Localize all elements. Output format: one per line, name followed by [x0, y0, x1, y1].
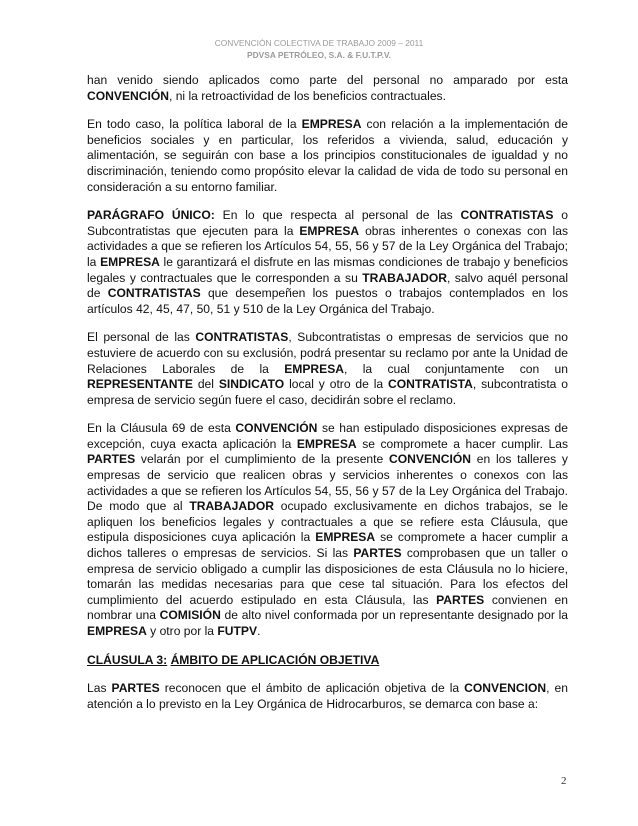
text-run: se compromete a hacer cumplir a dichos talleres o empresas de servicios. Si las — [87, 530, 568, 561]
text-run: y otro por la — [146, 624, 218, 638]
text-run: En lo que respecta al personal de las — [214, 208, 461, 223]
text-run: comprobasen que un taller o empresa de servicio obligado a cumplir las disposiciones de esta Cláusula no lo hiciere, tomarán las medidas necesarias para que cese tal situación. Para los efectos del cumplimiento del acuerdo estipulado en esta Cláusula, las — [87, 546, 568, 607]
text-run: que desempeñen los puestos o trabajos contemplados en los artículos 42, 45, 47, 50, 51 y 510 de la Ley Orgánica del Trabajo. — [87, 286, 569, 316]
text-run: , subcontratista o empresa de servicio según fuere el caso, decidirán sobre el reclamo. — [87, 377, 568, 407]
text-run: ocupado exclusivamente en dichos trabajos, se le apliquen los beneficios legales y contractuales a que se refiere esta Cláusula, que estipula disposiciones cuya aplicación la — [87, 499, 568, 545]
bold-term: EMPRESA — [87, 624, 147, 638]
bold-term: TRABAJADOR — [362, 270, 447, 285]
bold-term: ÁMBITO DE APLICACIÓN OBJETIVA — [170, 652, 380, 667]
bold-term: EMPRESA — [315, 530, 376, 545]
header-title: CONVENCIÓN COLECTIVA DE TRABAJO 2009 – 2011 — [214, 38, 424, 48]
text-run: han venido siendo aplicados como parte del personal no amparado por esta — [87, 73, 568, 87]
text-run: Las — [87, 681, 112, 696]
bold-term: EMPRESA — [299, 223, 360, 238]
bold-term: CONTRATISTAS — [195, 330, 289, 345]
text-run: local y otro de la — [284, 377, 389, 392]
text-run: se han estipulado disposiciones expresas de excepción, cuya exacta aplicación la — [87, 421, 569, 451]
bold-term: REPRESENTANTE — [87, 377, 193, 392]
bold-term: CONVENCIÓN — [87, 88, 169, 103]
paragraph — [87, 73, 568, 104]
paragraph — [87, 421, 568, 639]
text-run: le garantizará el disfrute en las mismas condiciones de trabajo y beneficios legales y contractuales que le corresponden a su — [87, 254, 568, 285]
bold-term: CONVENCION — [464, 681, 547, 696]
bold-term: PARTES — [436, 592, 485, 607]
bold-term: CONVENCIÓN — [235, 421, 318, 436]
section-heading — [87, 653, 568, 669]
bold-term: CONVENCIÓN — [389, 452, 471, 467]
bold-term: FUTPV — [217, 624, 258, 638]
text-run: obras inherentes o conexas con las actividades a que se refieren los Artículos 54, 55, 56 y 57 de la Ley Orgánica del Trabajo; la — [87, 223, 568, 269]
bold-term: CONTRATISTAS — [107, 286, 201, 301]
bold-term: EMPRESA — [296, 436, 357, 451]
paragraph — [87, 208, 568, 317]
bold-term: SINDICATO — [218, 377, 285, 392]
text-run: . — [257, 624, 261, 638]
text-run: convienen en nombrar una — [87, 592, 569, 623]
text-run: El personal de las — [87, 330, 196, 345]
text-run: En la Cláusula 69 de esta — [87, 421, 236, 436]
text-run: En todo caso, la política laboral de la — [87, 117, 302, 132]
text-run: reconocen que el ámbito de aplicación objetiva de la — [159, 681, 465, 696]
bold-term: EMPRESA — [301, 117, 362, 132]
text-run: , Subcontratistas o empresas de servicios que no estuviere de acuerdo con su exclusión, podrá presentar su reclamo por ante la Unidad de Relaciones Laborales de la — [87, 330, 569, 376]
bold-term: CONTRATISTA — [388, 377, 473, 392]
bold-term: TRABAJADOR — [189, 499, 274, 514]
text-run: del — [192, 377, 219, 392]
bold-term: PARÁGRAFO ÚNICO: — [87, 208, 215, 223]
text-run: de alto nivel conformada por un representante designado por la — [220, 608, 568, 623]
bold-term: PARTES — [87, 452, 136, 467]
bold-term: PARTES — [111, 681, 160, 696]
bold-term: COMISIÓN — [159, 608, 221, 623]
text-run: o Subcontratistas que ejecuten para la — [87, 208, 568, 238]
text-run: se compromete a hacer cumplir. Las — [356, 436, 568, 451]
bold-term: CLÁUSULA 3: — [87, 652, 168, 667]
bold-term: EMPRESA — [284, 361, 345, 376]
text-run: , en atención a lo previsto en la Ley Orgánica de Hidrocarburos, se demarca con base a: — [87, 681, 568, 711]
text-run: en los talleres y empresas de servicio que realicen obras y servicios inherentes o conexos con las actividades a que se refieren los Artículos 54, 55, 56 y 57 de la Ley Orgánica del Trabajo. De modo que al — [87, 452, 568, 514]
text-run: , salvo aquél personal de — [87, 270, 569, 301]
document-body — [87, 73, 568, 725]
text-run: , la cual conjuntamente con un — [344, 361, 568, 376]
paragraph — [87, 681, 568, 712]
text-run: con relación a la implementación de beneficios sociales y en particular, los referidos a vivienda, salud, educación y alimentación, se seguirán con base a los principios constitucionales de igualdad y no discriminación, teniendo como propósito elevar la calidad de vida de todo su personal en consideración a su entorno familiar. — [87, 117, 568, 194]
bold-term: PARTES — [353, 546, 402, 561]
page-header — [0, 37, 638, 61]
text-run: velarán por el cumplimiento de la presente — [135, 452, 389, 467]
page-number: 2 — [561, 775, 567, 787]
bold-term: CONTRATISTAS — [460, 208, 554, 223]
paragraph — [87, 330, 568, 408]
bold-term: EMPRESA — [100, 254, 160, 269]
paragraph — [87, 117, 568, 195]
text-run: , ni la retroactividad de los beneficios contractuales. — [168, 88, 446, 103]
header-subtitle: PDVSA PETRÓLEO, S.A. & F.U.T.P.V. — [247, 50, 391, 60]
